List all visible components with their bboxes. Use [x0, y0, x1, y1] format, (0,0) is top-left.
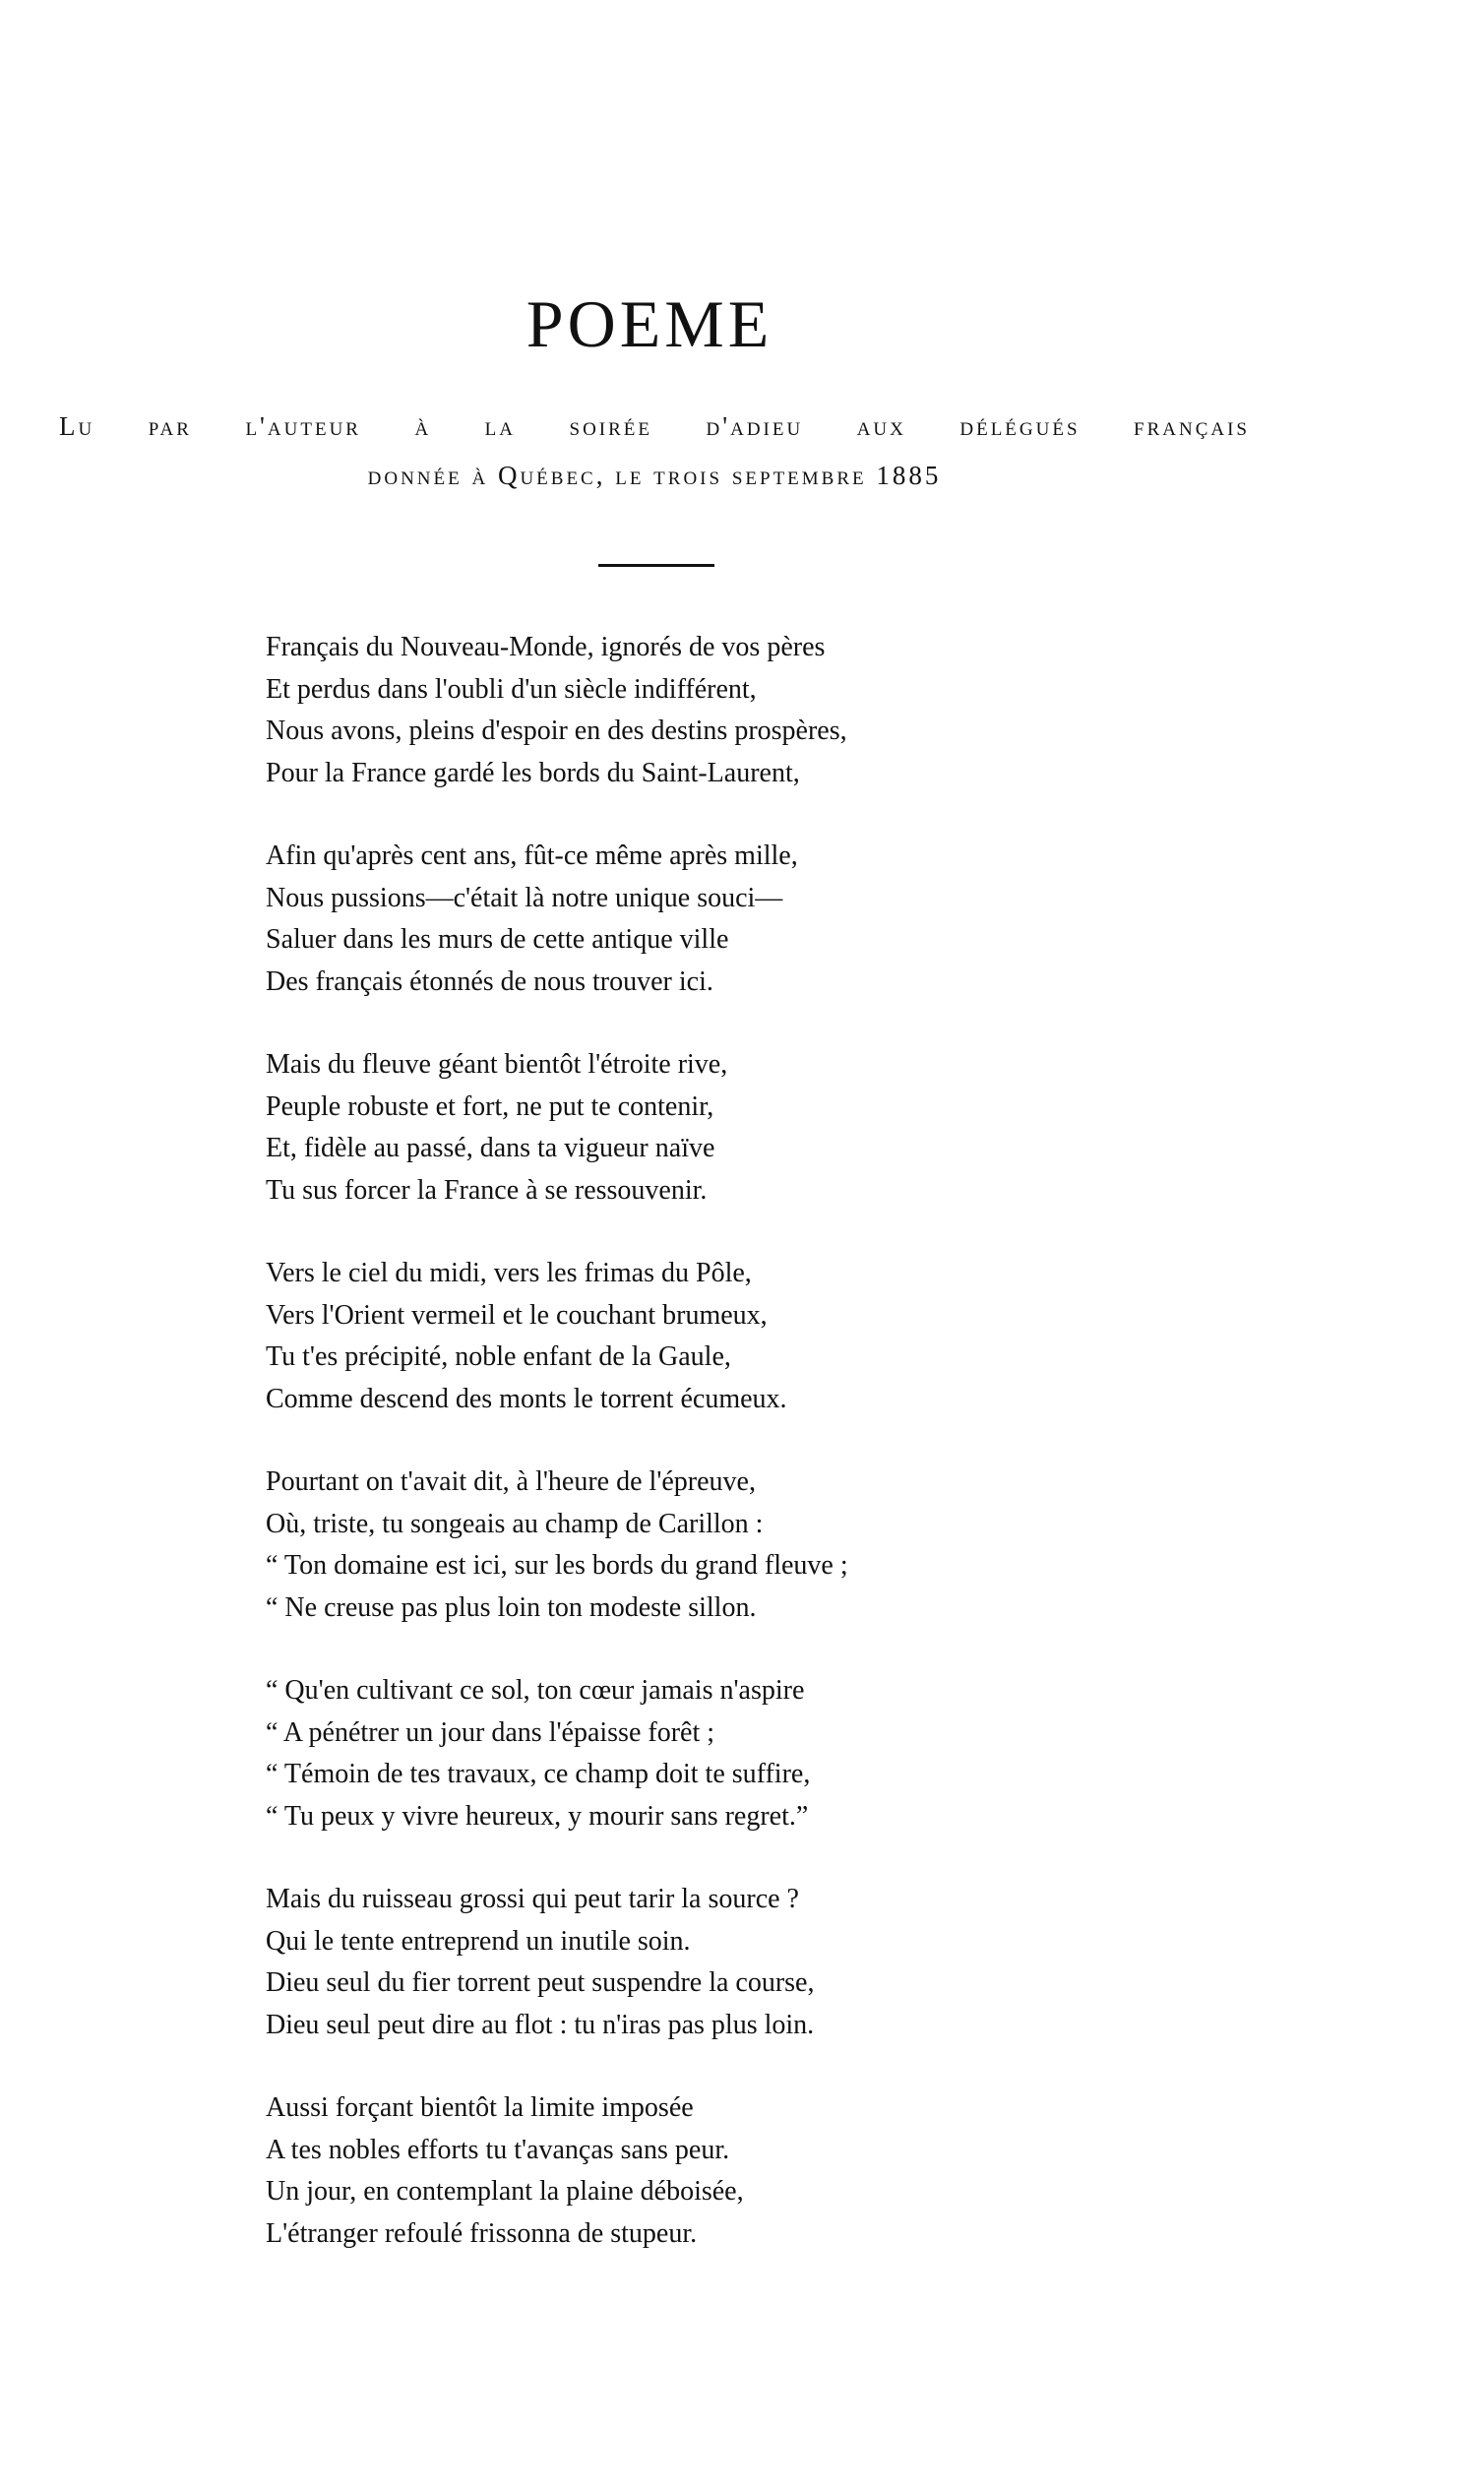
verse-line: Tu t'es précipité, noble enfant de la Gaule,: [266, 1341, 731, 1372]
verse-line: Un jour, en contemplant la plaine déboisée,: [266, 2176, 744, 2207]
verse-line: Nous avons, pleins d'espoir en des destins prospères,: [266, 716, 847, 746]
verse-line: “ Ne creuse pas plus loin ton modeste sillon.: [266, 1591, 757, 1623]
page-subtitle: [59, 402, 1250, 500]
stanza: [266, 836, 1151, 1003]
verse-line: Vers l'Orient vermeil et le couchant brumeux,: [266, 1299, 768, 1331]
verse-line: Dieu seul du fier torrent peut suspendre la course,: [266, 1967, 815, 1998]
verse-line: Comme descend des monts le torrent écumeux.: [266, 1383, 787, 1414]
verse-line: Et perdus dans l'oubli d'un siècle indifférent,: [266, 673, 757, 705]
verse-line: Et, fidèle au passé, dans ta vigueur naïve: [266, 1133, 715, 1163]
divider-rule: [598, 564, 714, 567]
stanza: [266, 627, 1151, 794]
verse-line: Pourtant on t'avait dit, à l'heure de l'épreuve,: [266, 1466, 756, 1497]
verse-line: Pour la France gardé les bords du Saint-Laurent,: [266, 757, 800, 788]
stanza: [266, 1670, 1151, 1837]
poem-body: [266, 627, 1151, 2296]
verse-line: Nous pussions—c'était là notre unique souci—: [266, 882, 783, 913]
verse-line: “ Qu'en cultivant ce sol, ton cœur jamais n'aspire: [266, 1675, 805, 1706]
stanza: [266, 2087, 1151, 2255]
stanza: [266, 1462, 1151, 1629]
verse-line: Mais du fleuve géant bientôt l'étroite rive,: [266, 1049, 728, 1080]
verse-line: Tu sus forcer la France à se ressouvenir.: [266, 1174, 708, 1206]
stanza: [266, 1253, 1151, 1420]
subtitle-line-2: donnée à Québec, le trois septembre 1885: [367, 461, 942, 490]
verse-line: Qui le tente entreprend un inutile soin.: [266, 1925, 691, 1957]
verse-line: Saluer dans les murs de cette antique ville: [266, 924, 729, 955]
verse-line: Peuple robuste et fort, ne put te contenir,: [266, 1090, 714, 1122]
verse-line: “ Témoin de tes travaux, ce champ doit te suffire,: [266, 1759, 811, 1789]
verse-line: “ Tu peux y vivre heureux, y mourir sans regret.”: [266, 1800, 809, 1832]
stanza: [266, 1879, 1151, 2046]
verse-line: A tes nobles efforts tu t'avanças sans peur.: [266, 2134, 730, 2165]
verse-line: Mais du ruisseau grossi qui peut tarir la source ?: [266, 1884, 799, 1914]
page-title: POEME: [526, 286, 773, 361]
verse-line: Dieu seul peut dire au flot : tu n'iras pas plus loin.: [266, 2009, 815, 2040]
verse-line: L'étranger refoulé frissonna de stupeur.: [266, 2217, 698, 2249]
verse-line: Afin qu'après cent ans, fût-ce même après mille,: [266, 840, 798, 871]
verse-line: “ Ton domaine est ici, sur les bords du grand fleuve ;: [266, 1550, 848, 1581]
verse-line: Vers le ciel du midi, vers les frimas du Pôle,: [266, 1258, 752, 1288]
verse-line: Aussi forçant bientôt la limite imposée: [266, 2092, 694, 2123]
verse-line: Où, triste, tu songeais au champ de Carillon :: [266, 1508, 764, 1539]
verse-line: Français du Nouveau-Monde, ignorés de vos pères: [266, 632, 826, 662]
subtitle-line-1: Lu par l'auteur à la soirée d'adieu aux délégués français: [59, 411, 1251, 441]
verse-line: “ A pénétrer un jour dans l'épaisse forêt ;: [266, 1716, 715, 1748]
verse-line: Des français étonnés de nous trouver ici.: [266, 965, 713, 997]
stanza: [266, 1044, 1151, 1212]
